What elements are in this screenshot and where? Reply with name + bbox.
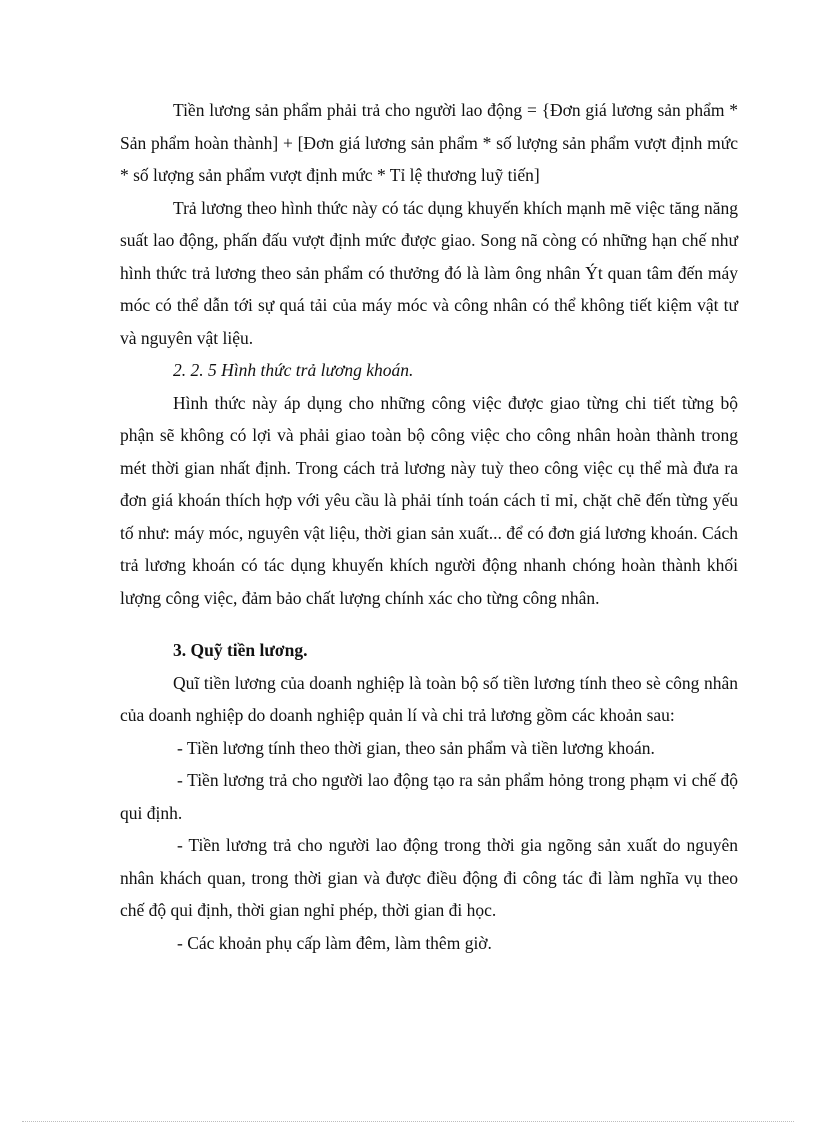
list-item: - Tiền lương tính theo thời gian, theo sản phẩm và tiền lương khoán. bbox=[177, 737, 655, 758]
list-item: - Tiền lương trả cho người lao động tạo ra sản phẩm hỏng trong phạm vi chế độ qui định. bbox=[120, 770, 738, 823]
paragraph-piece-wage-formula: Tiền lương sản phẩm phải trả cho người lao động = {Đơn giá lương sản phẩm * Sản phẩm hoàn thành] + [Đơn giá lương sản phẩm * số lượng sản phẩm vượt định mức * số lượng sản phẩm vượt định mức * Tỉ lệ thương luỹ tiến] bbox=[120, 100, 738, 185]
paragraph-piece-wage-effect: Trả lương theo hình thức này có tác dụng khuyến khích mạnh mẽ việc tăng năng suất lao động, phấn đấu vượt định mức được giao. Song nã còng có những hạn chế như hình thức trả lương theo sản phẩm có thưởng đó là làm ông nhân Ýt quan tâm đến máy móc có thể dẫn tới sự quá tải của máy móc và công nhân có thể không tiết kiệm vật tư và nguyên vật liệu. bbox=[120, 197, 738, 348]
paragraph-wage-fund: Quĩ tiền lương của doanh nghiệp là toàn bộ số tiền lương tính theo sè công nhân của doanh nghiệp do doanh nghiệp quản lí và chi trả lương gồm các khoản sau: bbox=[120, 672, 738, 725]
list-item: - Tiền lương trả cho người lao động trong thời gia ngõng sản xuất do nguyên nhân khách quan, trong thời gian và được điều động đi công tác đi làm nghĩa vụ theo chế độ qui định, thời gian nghỉ phép, thời gian đi học. bbox=[120, 835, 738, 920]
section-heading: 3. Quỹ tiền lương. bbox=[173, 640, 308, 660]
list-item: - Các khoản phụ cấp làm đêm, làm thêm giờ. bbox=[177, 932, 492, 953]
section-subheading: 2. 2. 5 Hình thức trả lương khoán. bbox=[173, 360, 414, 380]
page-bottom-divider bbox=[22, 1121, 794, 1122]
paragraph-lump-sum-wage: Hình thức này áp dụng cho những công việc được giao từng chi tiết từng bộ phận sẽ không có lợi và phải giao toàn bộ công việc cho công nhân hoàn thành trong mét thời gian nhất định. Trong cách trả lương này tuỳ theo công việc cụ thể mà đưa ra đơn giá khoán thích hợp với yêu cầu là phải tính toán cách tỉ mỉ, chặt chẽ đến từng yếu tố như: máy móc, nguyên vật liệu, thời gian sản xuất... để có đơn giá lương khoán. Cách trả lương khoán có tác dụng khuyến khích người động nhanh chóng hoàn thành khối lượng công việc, đảm bảo chất lượng chính xác cho từng công nhân. bbox=[120, 392, 738, 608]
document-body bbox=[120, 94, 738, 959]
